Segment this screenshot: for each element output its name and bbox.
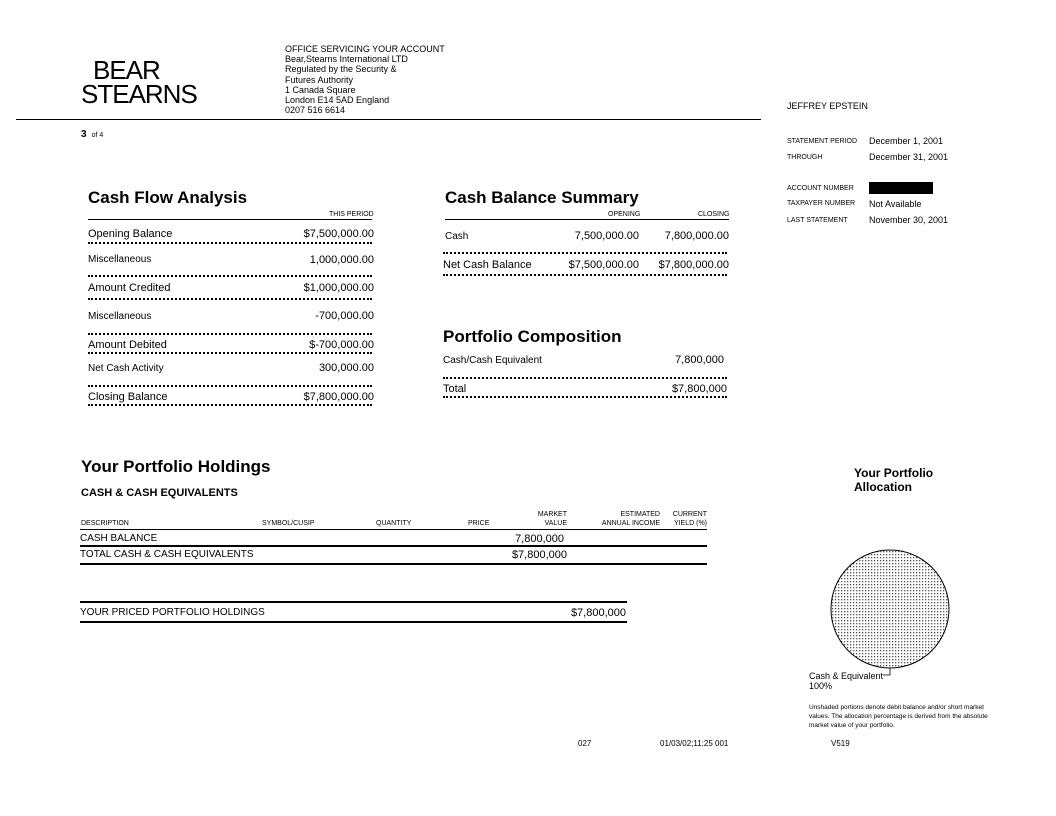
col-quantity: QUANTITY (376, 520, 412, 527)
cash-flow-value: $-700,000.00 (309, 339, 374, 351)
cash-balance-header-rule (445, 219, 729, 220)
holdings-rule (80, 563, 707, 565)
composition-value: 7,800,000 (675, 354, 724, 366)
col-current-yield (673, 511, 707, 528)
composition-label: Cash/Cash Equivalent (443, 355, 542, 366)
cash-balance-holding-value: 7,800,000 (515, 533, 564, 545)
cash-flow-label: Amount Debited (88, 339, 167, 351)
statement-period-end: December 31, 2001 (869, 152, 949, 162)
allocation-note: Unshaded portions denote debit balance and/or short market values. The allocation percentage is derived from the absolute market value of your portfolio. (809, 704, 988, 729)
cash-flow-header-rule (88, 219, 372, 220)
office-line: 0207 516 6614 (285, 105, 346, 116)
last-statement-value: November 30, 2001 (869, 215, 949, 225)
col-annual-income-line: ANNUAL INCOME (601, 519, 660, 527)
client-name: JEFFREY EPSTEIN (787, 101, 868, 111)
cash-flow-title: Cash Flow Analysis (88, 188, 248, 207)
office-address (285, 44, 445, 115)
cash-flow-value: -700,000.00 (315, 310, 374, 322)
col-annual-income-line: ESTIMATED (620, 511, 660, 518)
slice-percent: 100% (809, 681, 833, 691)
total-cash-label: TOTAL CASH & CASH EQUIVALENTS (80, 549, 254, 560)
statement-period-start: December 1, 2001 (869, 136, 944, 146)
dotted-rule (443, 252, 727, 254)
priced-holdings-value: $7,800,000 (570, 607, 626, 619)
cash-balance-holding-label: CASH BALANCE (80, 533, 158, 544)
page-of: of 4 (91, 132, 104, 139)
dotted-rule (88, 242, 372, 244)
cash-balance-closing: $7,800,000.00 (658, 259, 729, 271)
cash-flow-label: Opening Balance (88, 228, 173, 240)
col-annual-income (602, 511, 660, 528)
col-market-value-line: VALUE (544, 519, 567, 527)
dotted-rule (88, 385, 372, 387)
footer-timestamp: 01/03/02;11:25 001 (660, 739, 729, 748)
composition-label: Total (443, 383, 467, 395)
office-line: Regulated by the Security & (285, 64, 397, 75)
closing-header: CLOSING (698, 211, 730, 218)
office-line: Bear,Stearns International LTD (285, 54, 408, 65)
office-line: 1 Canada Square (285, 84, 356, 95)
allocation-title-line: Your Portfolio (854, 466, 934, 480)
cash-flow-value: $1,000,000.00 (303, 282, 374, 294)
last-statement-label: LAST STATEMENT (787, 217, 848, 224)
priced-holdings-bottom-rule (80, 621, 627, 623)
cash-balance-opening: $7,500,000.00 (568, 259, 639, 271)
portfolio-composition-title: Portfolio Composition (443, 327, 622, 346)
total-cash-value: $7,800,000 (511, 549, 567, 561)
dotted-rule (88, 275, 372, 277)
cash-flow-value: 1,000,000.00 (309, 254, 374, 266)
cash-flow-label: Closing Balance (88, 391, 168, 403)
footer-code: 027 (578, 739, 592, 748)
office-line: Futures Authority (285, 74, 354, 85)
footer-version: V519 (831, 739, 850, 748)
holdings-rule (80, 545, 707, 547)
dotted-rule (443, 396, 727, 398)
cash-balance-label: Net Cash Balance (443, 259, 532, 271)
page-indicator (81, 129, 103, 140)
cash-equivalent-slice (831, 550, 949, 668)
cash-flow-label: Miscellaneous (88, 254, 152, 265)
cash-flow-value: 300,000.00 (318, 362, 374, 374)
logo-line-2: STEARNS (81, 79, 197, 109)
account-number-redaction (869, 182, 933, 194)
office-line: OFFICE SERVICING YOUR ACCOUNT (285, 44, 445, 54)
allocation-pie-chart (826, 545, 956, 685)
composition-value: $7,800,000 (671, 383, 727, 395)
statement-period-label: STATEMENT PERIOD (787, 138, 858, 145)
col-market-value (538, 511, 567, 528)
taxpayer-number-value: Not Available (869, 199, 922, 209)
through-label: THROUGH (787, 154, 823, 161)
priced-holdings-label: YOUR PRICED PORTFOLIO HOLDINGS (80, 607, 265, 618)
cash-balance-closing: 7,800,000.00 (664, 230, 729, 242)
logo-line-1: BEAR (93, 55, 160, 85)
allocation-title-line: Allocation (854, 480, 913, 494)
priced-holdings-top-rule (80, 601, 627, 603)
holdings-subtitle: CASH & CASH EQUIVALENTS (81, 487, 238, 499)
office-line: London E14 5AD England (285, 95, 390, 106)
cash-balance-title: Cash Balance Summary (445, 188, 639, 207)
cash-flow-label: Miscellaneous (88, 311, 152, 322)
bear-stearns-logo (81, 55, 197, 109)
col-price: PRICE (468, 520, 490, 527)
opening-header: OPENING (608, 211, 641, 218)
cash-flow-value: $7,500,000.00 (303, 228, 374, 240)
slice-label (809, 671, 883, 691)
slice-label-text: Cash & Equivalent (809, 671, 884, 681)
dotted-rule (88, 352, 372, 354)
cash-flow-label: Net Cash Activity (88, 363, 164, 374)
col-current-yield-line: CURRENT (672, 511, 707, 518)
taxpayer-number-label: TAXPAYER NUMBER (787, 200, 856, 207)
cash-balance-label: Cash (445, 231, 469, 242)
dotted-rule (443, 377, 727, 379)
dotted-rule (88, 333, 372, 335)
col-symbol: SYMBOL/CUSIP (262, 520, 315, 527)
dotted-rule (88, 298, 372, 300)
this-period-header: THIS PERIOD (329, 211, 374, 218)
col-description: DESCRIPTION (81, 520, 129, 527)
allocation-title (854, 466, 933, 494)
account-number-label: ACCOUNT NUMBER (787, 185, 854, 192)
portfolio-holdings-title: Your Portfolio Holdings (81, 457, 271, 476)
page-number: 3 (81, 129, 87, 140)
cash-flow-value: $7,800,000.00 (303, 391, 374, 403)
col-current-yield-line: YIELD (%) (673, 519, 707, 527)
dotted-rule (443, 274, 727, 276)
header-divider (16, 119, 761, 120)
cash-flow-label: Amount Credited (88, 282, 171, 294)
holdings-header-rule (80, 529, 707, 530)
slice-leader-line (883, 668, 890, 675)
col-market-value-line: MARKET (537, 511, 567, 518)
cash-balance-opening: 7,500,000.00 (574, 230, 639, 242)
dotted-rule (88, 404, 372, 406)
